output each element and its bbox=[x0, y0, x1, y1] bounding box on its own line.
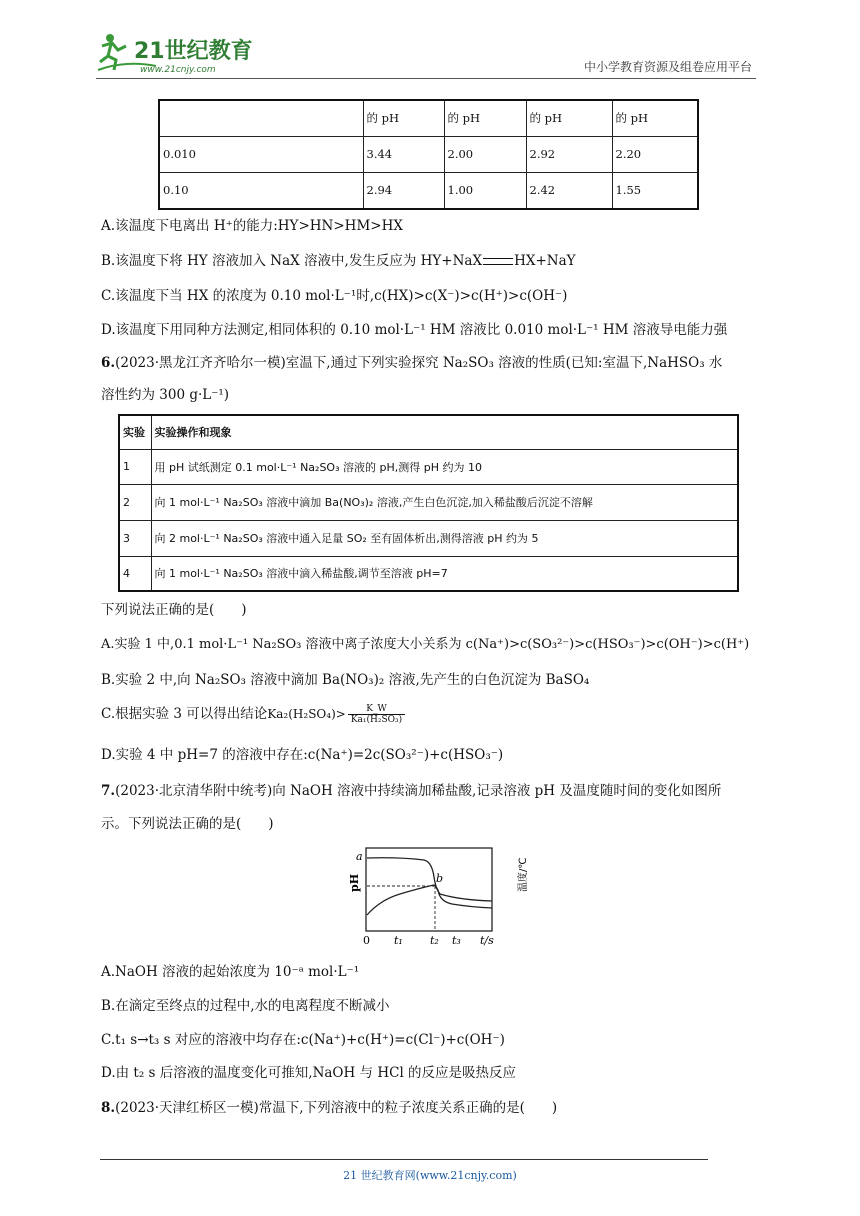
header-divider bbox=[96, 78, 756, 79]
x-tick-t2: t₂ bbox=[430, 934, 439, 947]
temperature-axis-label: 温度/℃ bbox=[518, 857, 529, 892]
table-row: 0.10 2.94 1.00 2.42 1.55 bbox=[159, 172, 698, 209]
ph-axis-label: pH bbox=[348, 873, 361, 892]
table-row: 1 用 pH 试纸测定 0.1 mol·L⁻¹ Na₂SO₃ 溶液的 pH,测得 pH 约为 10 bbox=[119, 449, 738, 484]
equals-sign bbox=[483, 258, 513, 265]
platform-name: 中小学教育资源及组卷应用平台 bbox=[583, 60, 752, 74]
ph-table bbox=[158, 99, 699, 210]
q6-option-b: B.实验 2 中,向 Na₂SO₃ 溶液中滴加 Ba(NO₃)₂ 溶液,先产生的白色沉淀为 BaSO₄ bbox=[101, 672, 590, 688]
x-tick-0: 0 bbox=[363, 934, 370, 947]
page-header bbox=[96, 30, 756, 80]
q6-option-d: D.实验 4 中 pH=7 的溶液中存在:c(Na⁺)=2c(SO₃²⁻)+c(HSO₃⁻) bbox=[101, 747, 504, 763]
q5-option-c: C.该温度下当 HX 的浓度为 0.10 mol·L⁻¹时,c(HX)>c(X⁻)>c(H⁺)>c(OH⁻) bbox=[101, 288, 568, 304]
table-row: 2 向 1 mol·L⁻¹ Na₂SO₃ 溶液中滴加 Ba(NO₃)₂ 溶液,产生白色沉淀,加入稀盐酸后沉淀不溶解 bbox=[119, 484, 738, 520]
x-tick-t1: t₁ bbox=[394, 934, 403, 947]
plot-frame bbox=[366, 848, 492, 931]
q7-stem-cont: 示。下列说法正确的是( ) bbox=[101, 816, 274, 832]
q7-option-a: A.NaOH 溶液的起始浓度为 10⁻ᵃ mol·L⁻¹ bbox=[101, 964, 360, 980]
q5-option-b: B.该温度下将 HY 溶液加入 NaX 溶液中,发生反应为 HY+NaX HX+NaY bbox=[101, 253, 576, 269]
q7-stem: 7.(2023·北京清华附中统考)向 NaOH 溶液中持续滴加稀盐酸,记录溶液 pH 及温度随时间的变化如图所 bbox=[101, 783, 722, 799]
ph-curve bbox=[367, 858, 492, 901]
q7-option-c: C.t₁ s→t₃ s 对应的溶液中均存在:c(Na⁺)+c(H⁺)=c(Cl⁻)+c(OH⁻) bbox=[101, 1032, 505, 1048]
point-a-label: a bbox=[356, 850, 363, 863]
logo-icon bbox=[96, 30, 266, 76]
footer-link[interactable]: 21 世纪教育网(www.21cnjy.com) bbox=[343, 1169, 517, 1182]
q8-stem: 8.(2023·天津红桥区一模)常温下,下列溶液中的粒子浓度关系正确的是( ) bbox=[101, 1100, 558, 1116]
q5-option-a: A.该温度下电离出 H⁺的能力:HY>HN>HM>HX bbox=[101, 218, 403, 234]
x-axis-label: t/s bbox=[480, 934, 494, 947]
footer-divider bbox=[100, 1159, 708, 1160]
q6-option-c: C.根据实验 3 可以得出结论Ka₂(H₂SO₄)> $\frac{K\_W}{\text{Ka₁(H₂SO₃)}}$ bbox=[101, 704, 405, 725]
table-row: 0.010 3.44 2.00 2.92 2.20 bbox=[159, 136, 698, 172]
q6-stem: 6.(2023·黑龙江齐齐哈尔一模)室温下,通过下列实验探究 Na₂SO₃ 溶液的性质(已知:室温下,NaHSO₃ 水 bbox=[101, 355, 723, 371]
q6-option-a: A.实验 1 中,0.1 mol·L⁻¹ Na₂SO₃ 溶液中离子浓度大小关系为 c(Na⁺)>c(SO₃²⁻)>c(HSO₃⁻)>c(OH⁻)>c(H⁺) bbox=[101, 637, 750, 652]
q5-option-d: D.该温度下用同种方法测定,相同体积的 0.10 mol·L⁻¹ HM 溶液比 0.010 mol·L⁻¹ HM 溶液导电能力强 bbox=[101, 322, 728, 338]
x-tick-t3: t₃ bbox=[452, 934, 461, 947]
svg-text:www.21cnjy.com: www.21cnjy.com bbox=[140, 65, 216, 75]
table-row: 3 向 2 mol·L⁻¹ Na₂SO₃ 溶液中通入足量 SO₂ 至有固体析出,测得溶液 pH 约为 5 bbox=[119, 520, 738, 556]
table-row: 实验 实验操作和现象 bbox=[119, 415, 738, 449]
svg-text:21世纪教育: 21世纪教育 bbox=[134, 39, 253, 64]
fraction: $\frac{K\_W}{\text{Ka₁(H₂SO₃)}}$ bbox=[348, 704, 405, 725]
q7-option-d: D.由 t₂ s 后溶液的温度变化可推知,NaOH 与 HCl 的反应是吸热反应 bbox=[101, 1065, 517, 1081]
ph-temperature-figure bbox=[340, 842, 529, 950]
q6-ask: 下列说法正确的是( ) bbox=[101, 602, 247, 618]
experiment-table bbox=[118, 414, 739, 592]
table-row: 4 向 1 mol·L⁻¹ Na₂SO₃ 溶液中滴入稀盐酸,调节至溶液 pH=7 bbox=[119, 556, 738, 591]
q6-stem-cont: 溶性约为 300 g·L⁻¹) bbox=[101, 387, 230, 403]
point-b-label: b bbox=[436, 872, 444, 885]
q7-option-b: B.在滴定至终点的过程中,水的电离程度不断减小 bbox=[101, 998, 390, 1014]
table-row: 的 pH 的 pH 的 pH 的 pH bbox=[159, 100, 698, 136]
